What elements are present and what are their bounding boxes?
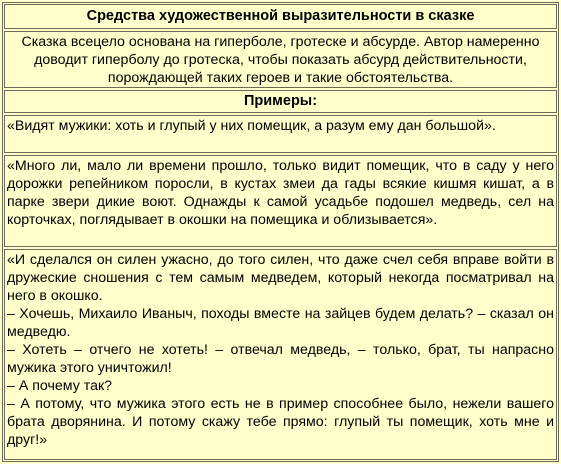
intro-cell xyxy=(4,31,557,88)
quote-3-line: – А потому, что мужика этого есть не в пример способнее было, нежели вашего брата дворянина. И потому скажу тебе прямо: глупый ты помещик, хоть мне и друг!» xyxy=(7,396,554,448)
document-title: Средства художественной выразительности в сказке xyxy=(86,8,475,24)
title-cell xyxy=(4,4,557,29)
quote-3-line: – Хотеть – отчего не хотеть! – отвечал медведь, – только, брат, ты напрасно мужика этого уничтожил! xyxy=(7,342,554,376)
examples-heading-cell xyxy=(4,90,557,113)
quote-3-line: «И сделался он силен ужасно, до того силен, что даже счел себя вправе войти в дружеские сношения с тем самым медведем, который некогда посматривал на него в окошко. xyxy=(7,252,554,304)
quote-cell-3 xyxy=(4,249,557,460)
quote-1: «Видят мужики: хоть и глупый у них помещик, а разум ему дан большой». xyxy=(7,118,496,134)
quote-cell-1 xyxy=(4,115,557,153)
examples-heading: Примеры: xyxy=(243,93,318,109)
intro-text: Сказка всецело основана на гиперболе, гротеске и абсурде. Автор намеренно доводит гиперболу до гротеска, чтобы показать абсурд действительности, порождающей таких героев и такие обстоятельства. xyxy=(21,34,540,86)
quote-3-line: – Хочешь, Михаило Иваныч, походы вместе на зайцев будем делать? – сказал он медведю. xyxy=(7,306,554,340)
quote-2: «Много ли, мало ли времени прошло, только видит помещик, что в саду у него дорожки репейником поросли, в кустах змеи да гады всякие кишмя кишат, а в парке звери дикие воют. Однажды к самой усадьбе подошел медведь, сел на корточках, поглядывает в окошки на помещика и облизывается». xyxy=(7,158,554,228)
quote-cell-2 xyxy=(4,155,557,247)
quote-3 xyxy=(5,250,556,449)
quote-3-line: – А почему так? xyxy=(7,378,113,394)
